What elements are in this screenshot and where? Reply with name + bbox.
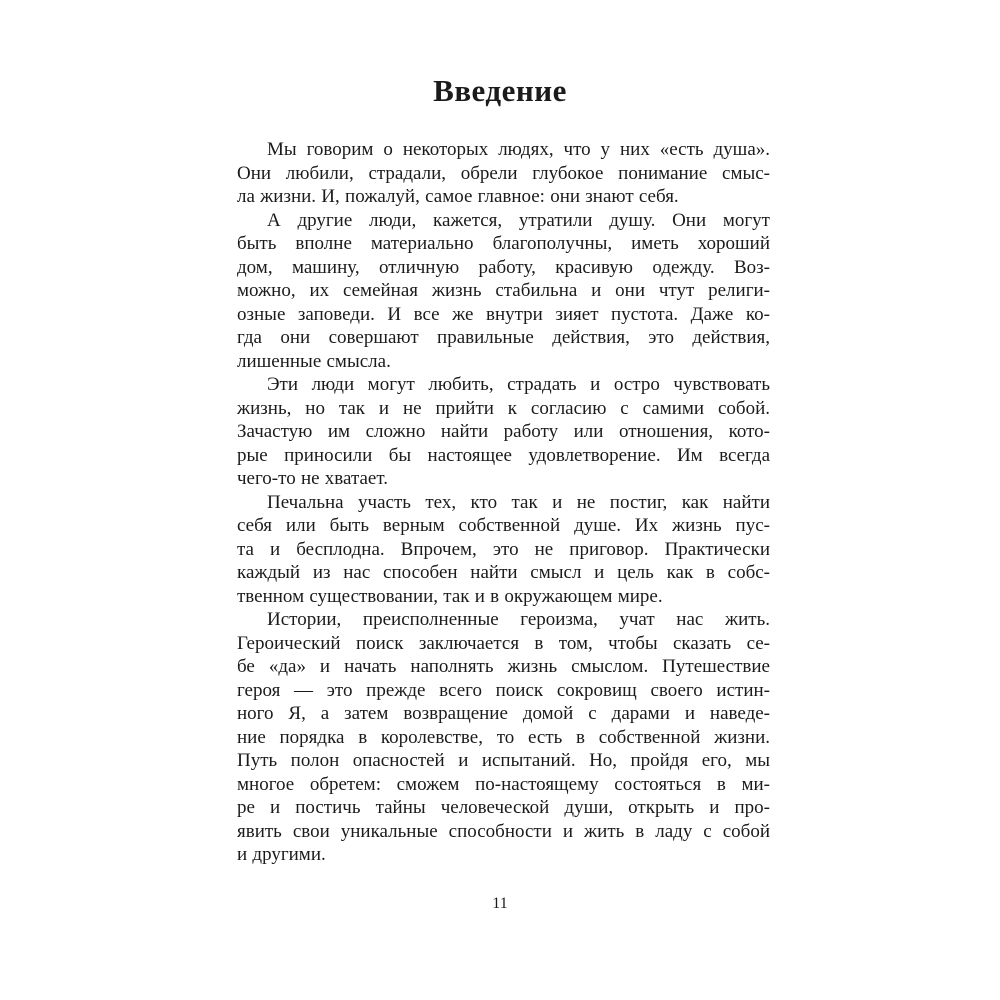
text-line: А другие люди, кажется, утратили душу. Они могут [267, 209, 770, 231]
text-line: ла жизни. И, пожалуй, самое главное: они знают себя. [237, 186, 679, 207]
text-line: явить свои уникальные способности и жить в ладу с собой [237, 820, 770, 842]
text-line: Зачастую им сложно найти работу или отношения, кото- [237, 421, 770, 442]
text-line: себя или быть верным собственной душе. Их жизнь пус- [237, 515, 770, 536]
text-line: Печальна участь тех, кто так и не постиг, как найти [267, 491, 770, 513]
text-line: ного Я, а затем возвращение домой с дарами и наведе- [237, 703, 770, 724]
text-line: озные заповеди. И все же внутри зияет пустота. Даже ко- [237, 303, 770, 325]
text-line: ние порядка в королевстве, то есть в собственной жизни. [237, 726, 770, 748]
text-line: бе «да» и начать наполнять жизнь смыслом. Путешествие [237, 656, 770, 677]
text-line: Они любили, страдали, обрели глубокое понимание смыс- [237, 162, 770, 184]
paragraph [237, 373, 770, 491]
text-line: Истории, преисполненные героизма, учат нас жить. [267, 609, 770, 630]
text-line: та и бесплодна. Впрочем, это не приговор. Практически [237, 538, 770, 560]
text-line: Путь полон опасностей и испытаний. Но, пройдя его, мы [237, 750, 770, 771]
body-text [237, 138, 770, 867]
text-line: героя — это прежде всего поиск сокровищ своего истин- [237, 679, 770, 701]
text-line: жизнь, но так и не прийти к согласию с самими собой. [237, 397, 770, 419]
text-line: ре и постичь тайны человеческой души, открыть и про- [237, 797, 770, 818]
paragraph [237, 138, 770, 209]
text-line: Мы говорим о некоторых людях, что у них «есть душа». [267, 139, 770, 160]
text-line: каждый из нас способен найти смысл и цель как в собс- [237, 562, 770, 583]
chapter-title: Введение [433, 73, 567, 108]
paragraph [237, 491, 770, 609]
page-number: 11 [492, 895, 508, 912]
text-line: дом, машину, отличную работу, красивую одежду. Воз- [237, 256, 770, 278]
text-line: чего-то не хватает. [237, 468, 388, 489]
paragraph [237, 608, 770, 867]
text-line: рые приносили бы настоящее удовлетворение. Им всегда [237, 444, 770, 466]
text-line: Эти люди могут любить, страдать и остро чувствовать [267, 374, 770, 395]
text-line: и другими. [237, 844, 326, 865]
text-line: можно, их семейная жизнь стабильна и они чтут религи- [237, 280, 770, 301]
text-line: Героический поиск заключается в том, чтобы сказать се- [237, 632, 770, 654]
text-line: лишенные смысла. [237, 350, 391, 372]
text-line: твенном существовании, так и в окружающем мире. [237, 585, 663, 607]
paragraph [237, 209, 770, 374]
text-line: многое обретем: сможем по-настоящему состояться в ми- [237, 773, 770, 795]
text-line: быть вполне материально благополучны, иметь хороший [237, 233, 770, 254]
text-line: гда они совершают правильные действия, это действия, [237, 327, 770, 348]
